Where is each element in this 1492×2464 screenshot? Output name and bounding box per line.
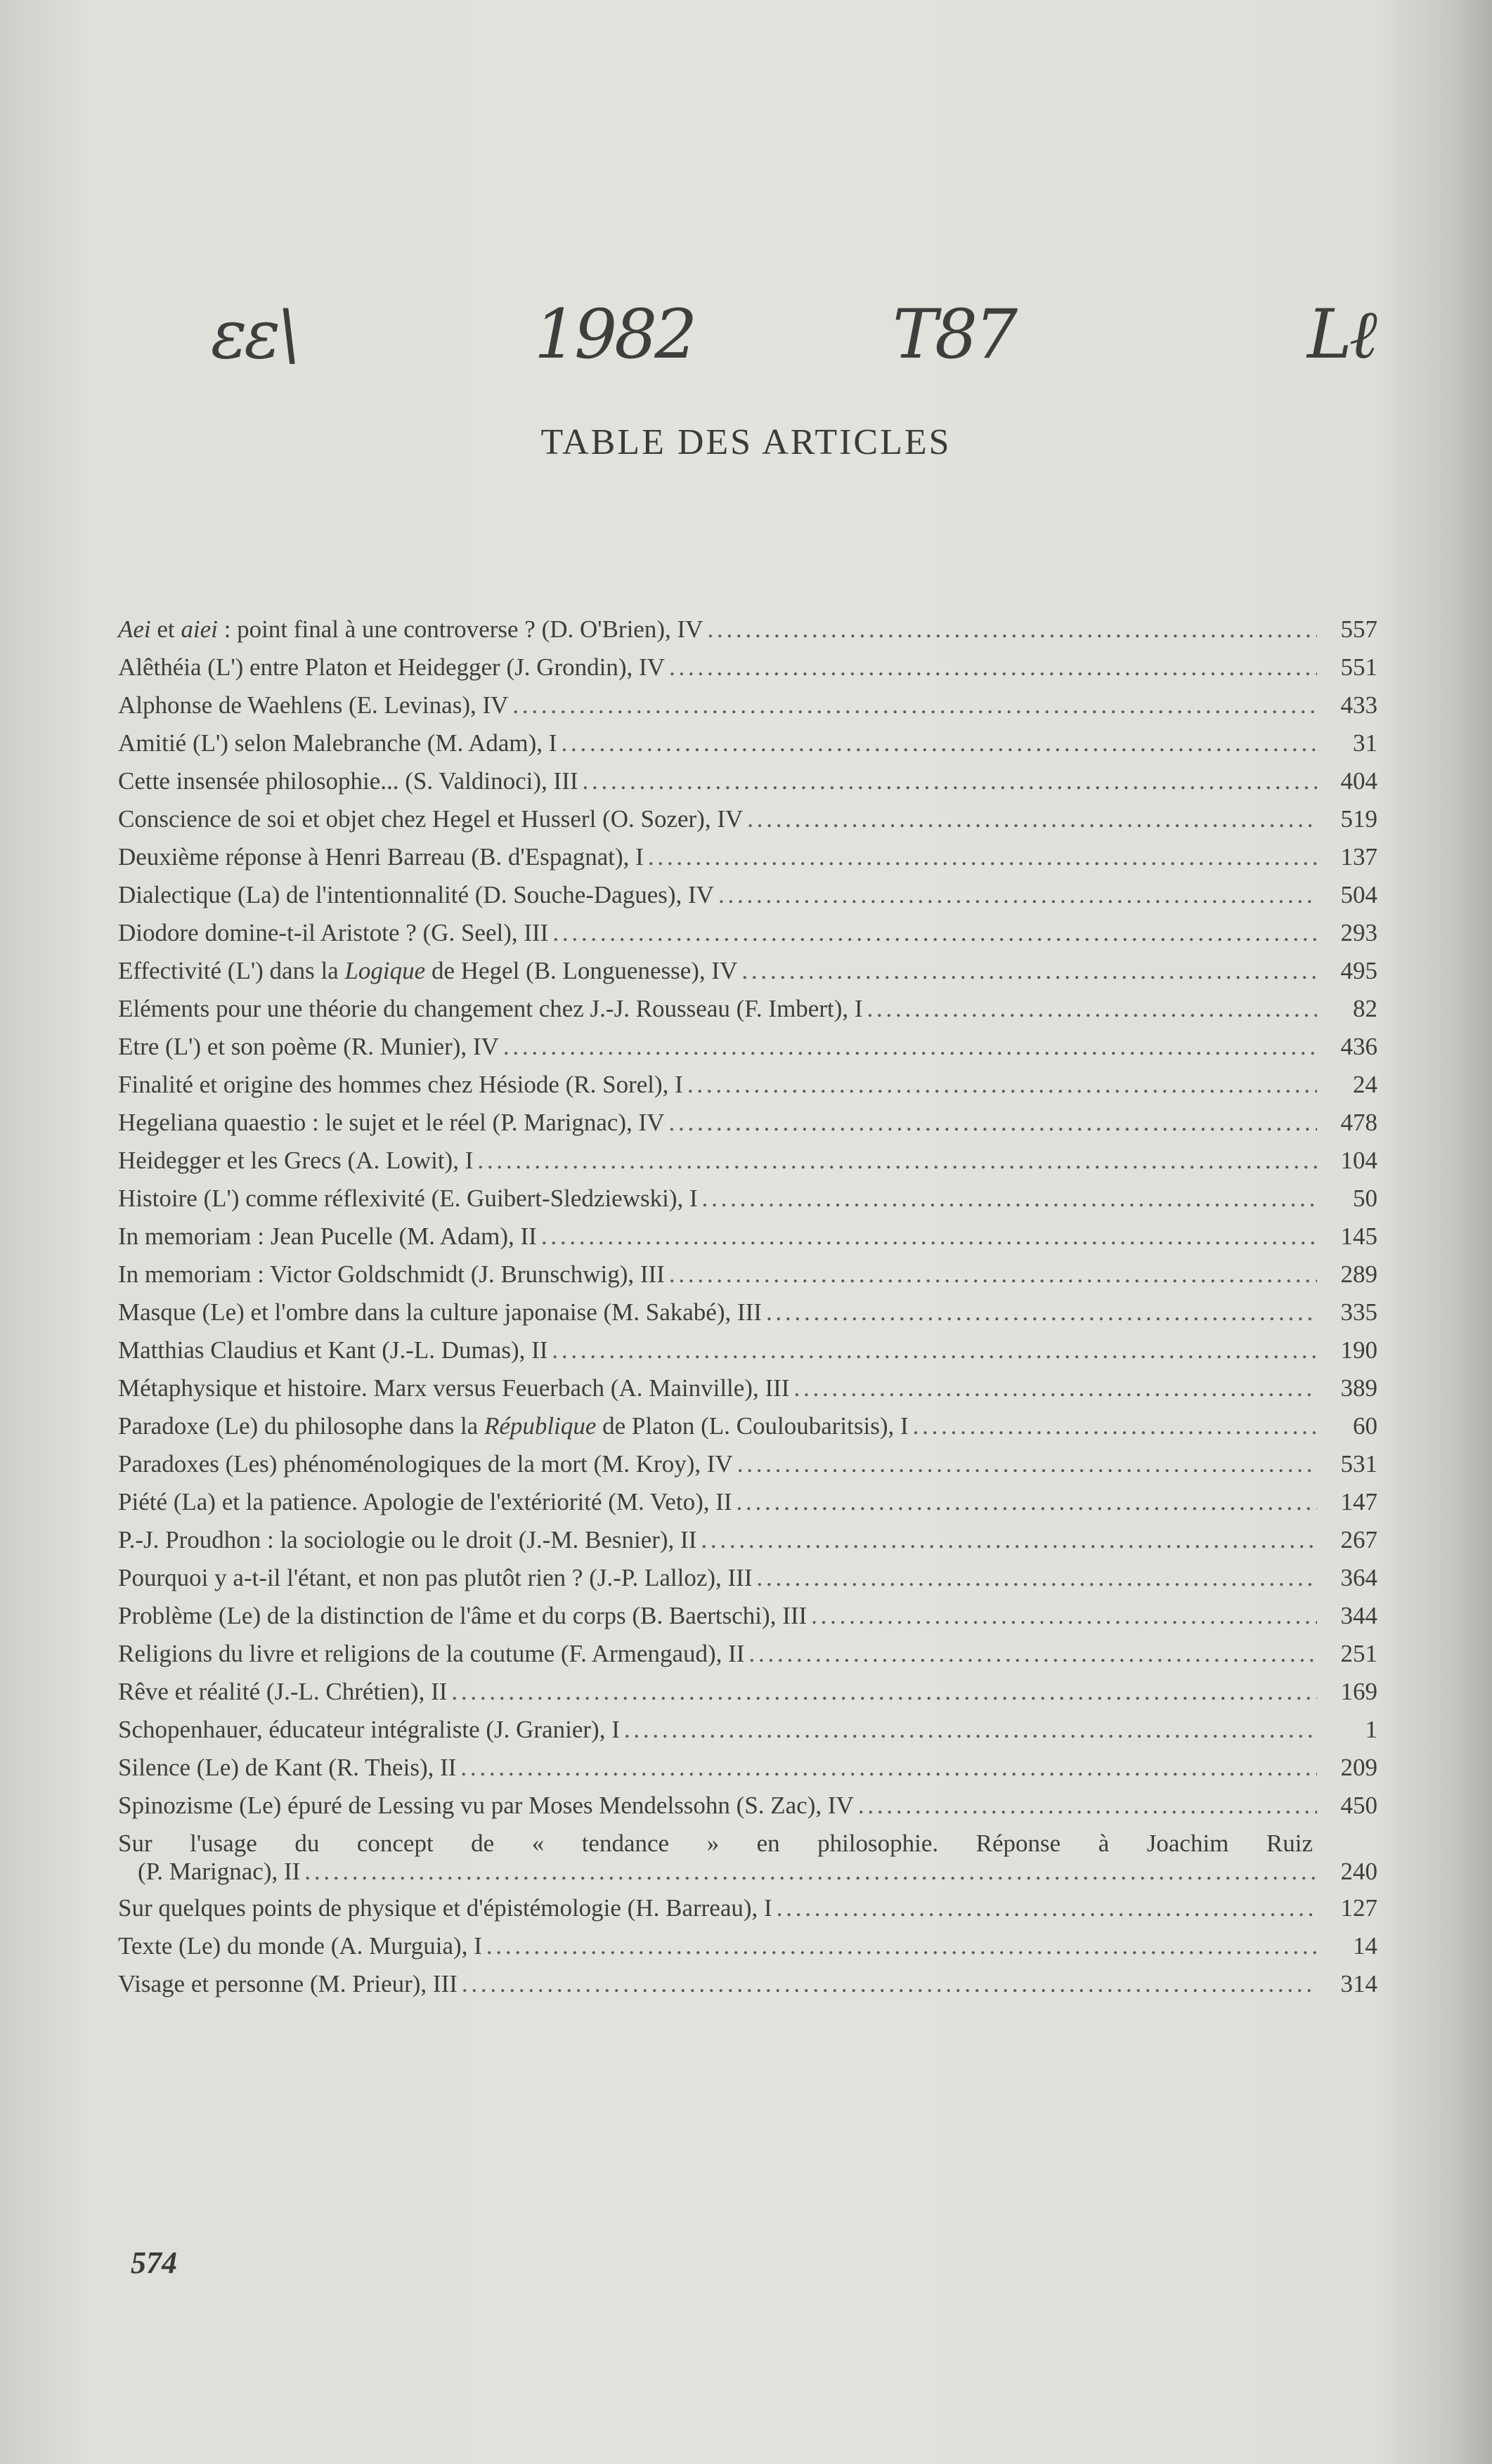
- toc-entry: [118, 1640, 1377, 1678]
- dot-leader: [552, 919, 1317, 947]
- dot-leader: [669, 1109, 1318, 1137]
- dot-leader: [737, 1450, 1317, 1478]
- toc-entry-page: 137: [1340, 843, 1377, 871]
- toc-entry-page: 267: [1340, 1526, 1377, 1553]
- toc-entry: [118, 1071, 1377, 1109]
- toc-entry-page: 82: [1353, 995, 1377, 1022]
- handwritten-notes: [0, 295, 1492, 400]
- toc-entry: [118, 1374, 1377, 1412]
- dot-leader: [561, 729, 1317, 757]
- toc-entry: [118, 1185, 1377, 1223]
- toc-entry: [118, 1526, 1377, 1564]
- handwritten-note-1: ɛɛ\: [211, 295, 298, 374]
- toc-entry-page: 31: [1353, 729, 1377, 757]
- toc-entry: [118, 1970, 1377, 2008]
- toc-entry: [118, 1716, 1377, 1754]
- toc-entry-title-part: Piété (La) et la patience. Apologie de l'extériorité (M. Veto), II: [118, 1488, 732, 1515]
- toc-entry-title-part: Paradoxes (Les) phénoménologiques de la mort (M. Kroy), IV: [118, 1450, 733, 1478]
- toc-entry: [118, 1830, 1377, 1894]
- toc-entry-page: 240: [1340, 1858, 1377, 1885]
- dot-leader: [777, 1894, 1317, 1922]
- dot-leader: [486, 1932, 1317, 1960]
- toc-entry-title: [118, 1147, 473, 1175]
- toc-entry-title-part: Schopenhauer, éducateur intégraliste (J. Granier), I: [118, 1716, 620, 1743]
- dot-leader: [583, 767, 1317, 795]
- page-number: 574: [131, 2245, 177, 2280]
- toc-entry-title: [118, 1564, 752, 1592]
- toc-entry-title-part: Etre (L') et son poème (R. Munier), IV: [118, 1033, 499, 1060]
- toc-entry-line2: [118, 1858, 1377, 1890]
- dot-leader: [811, 1602, 1317, 1630]
- dot-leader: [477, 1147, 1317, 1175]
- toc-entry-page: 147: [1340, 1488, 1377, 1515]
- toc-entry-title-part: de Platon (L. Couloubaritsis), I: [596, 1412, 909, 1440]
- toc-entry-title-part: Diodore domine-t-il Aristote ? (G. Seel), III: [118, 919, 549, 946]
- toc-entry-page: 495: [1340, 957, 1377, 984]
- toc-entry: [118, 881, 1377, 919]
- toc-entry-page: 60: [1353, 1412, 1377, 1440]
- toc-entry: [118, 919, 1377, 957]
- toc-entry-title: [118, 767, 578, 795]
- toc-entry: [118, 615, 1377, 653]
- toc-entry: [118, 1033, 1377, 1071]
- toc-entry: [118, 767, 1377, 805]
- dot-leader: [858, 1792, 1317, 1820]
- toc-entry-page: 404: [1340, 767, 1377, 795]
- toc-entry-title-part: Rêve et réalité (J.-L. Chrétien), II: [118, 1678, 448, 1705]
- toc-entry-title: [118, 1374, 789, 1402]
- toc-entry-title-part: Sur quelques points de physique et d'épistémologie (H. Barreau), I: [118, 1894, 772, 1922]
- toc-entry-page: 314: [1340, 1970, 1377, 1997]
- toc-entry-title: [118, 995, 863, 1023]
- toc-entry-page: 551: [1340, 653, 1377, 681]
- toc-entry-title: [118, 1260, 665, 1289]
- toc-entry: [118, 957, 1377, 995]
- toc-entry: [118, 1792, 1377, 1830]
- toc-entry-title-part: Hegeliana quaestio : le sujet et le réel (P. Marignac), IV: [118, 1109, 665, 1136]
- toc-entry: [118, 1260, 1377, 1298]
- toc-entry-page: 209: [1340, 1754, 1377, 1781]
- toc-entry-page: 519: [1340, 805, 1377, 833]
- toc-entry: [118, 1223, 1377, 1260]
- toc-entry: [118, 1336, 1377, 1374]
- dot-leader: [512, 691, 1317, 719]
- toc-entry-page: 1: [1365, 1716, 1377, 1743]
- toc-entry-title: [118, 1223, 537, 1251]
- toc-entry-title-part: Deuxième réponse à Henri Barreau (B. d'Espagnat), I: [118, 843, 644, 871]
- toc-entry-page: 433: [1340, 691, 1377, 719]
- toc-entry: [118, 805, 1377, 843]
- toc-entry-title: [118, 1602, 807, 1630]
- toc-entry-title-part: P.-J. Proudhon : la sociologie ou le droit (J.-M. Besnier), II: [118, 1526, 697, 1553]
- toc-entry-title: [118, 1298, 762, 1326]
- toc-entry-title-part: Conscience de soi et objet chez Hegel et Husserl (O. Sozer), IV: [118, 805, 744, 833]
- toc-entry-title-part: Heidegger et les Grecs (A. Lowit), I: [118, 1147, 474, 1174]
- dot-leader: [913, 1412, 1317, 1440]
- toc-entry-page: 50: [1353, 1185, 1377, 1212]
- toc-entry-title-continued: (P. Marignac), II: [138, 1858, 301, 1885]
- handwritten-note-2: 1982: [534, 295, 695, 374]
- dot-leader: [718, 881, 1317, 909]
- toc-entry-page: 251: [1340, 1640, 1377, 1667]
- toc-entry-title: [118, 653, 665, 682]
- toc-entry-title-part: Spinozisme (Le) épuré de Lessing vu par Moses Mendelssohn (S. Zac), IV: [118, 1792, 854, 1819]
- toc-entry: [118, 1602, 1377, 1640]
- toc-entry-title: [118, 1932, 482, 1960]
- toc-entry-title: [118, 615, 703, 644]
- toc-entry-title-part: Masque (Le) et l'ombre dans la culture japonaise (M. Sakabé), III: [118, 1298, 762, 1326]
- toc-entry-page: 293: [1340, 919, 1377, 946]
- toc-entry-title-part: Pourquoi y a-t-il l'étant, et non pas plutôt rien ? (J.-P. Lalloz), III: [118, 1564, 753, 1591]
- toc-entry-page: 344: [1340, 1602, 1377, 1629]
- toc-entry-title: [118, 1071, 683, 1099]
- toc-entry-page: 557: [1340, 615, 1377, 643]
- dot-leader: [741, 957, 1317, 985]
- handwritten-note-3: T87: [893, 295, 1016, 374]
- toc-entry-title-part: Finalité et origine des hommes chez Hésiode (R. Sorel), I: [118, 1071, 683, 1098]
- dot-leader: [793, 1374, 1317, 1402]
- toc-entry-title-part: In memoriam : Victor Goldschmidt (J. Brunschwig), III: [118, 1260, 665, 1288]
- dot-leader: [701, 1526, 1317, 1554]
- toc-entry-title: [118, 1970, 458, 1998]
- toc-entry-page: 364: [1340, 1564, 1377, 1591]
- toc-entry-title-part: et: [150, 615, 181, 643]
- toc-entry-title: [118, 691, 508, 719]
- dot-leader: [669, 1260, 1317, 1289]
- toc-entry: [118, 1298, 1377, 1336]
- table-of-contents: [118, 615, 1377, 2008]
- toc-entry-title-part: Matthias Claudius et Kant (J.-L. Dumas), II: [118, 1336, 548, 1364]
- dot-leader: [867, 995, 1317, 1023]
- toc-entry-title: [118, 1526, 696, 1554]
- toc-entry-title: [118, 1716, 620, 1744]
- toc-entry-title: [118, 1488, 732, 1516]
- toc-entry-title-part: Paradoxe (Le) du philosophe dans la: [118, 1412, 484, 1440]
- toc-entry: [118, 1412, 1377, 1450]
- dot-leader: [552, 1336, 1317, 1364]
- toc-entry-page: 190: [1340, 1336, 1377, 1364]
- toc-entry: [118, 653, 1377, 691]
- dot-leader: [503, 1033, 1317, 1061]
- toc-entry: [118, 691, 1377, 729]
- dot-leader: [648, 843, 1317, 871]
- toc-entry-title: [118, 1678, 447, 1706]
- toc-entry-title-part: Amitié (L') selon Malebranche (M. Adam), I: [118, 729, 557, 757]
- dot-leader: [747, 805, 1317, 833]
- toc-entry-page: 478: [1340, 1109, 1377, 1136]
- dot-leader: [766, 1298, 1317, 1326]
- toc-entry-title: [118, 1792, 854, 1820]
- toc-entry: [118, 1564, 1377, 1602]
- toc-entry-title-part: Effectivité (L') dans la: [118, 957, 345, 984]
- handwritten-note-4: Lℓ: [1307, 295, 1375, 374]
- dot-leader: [702, 1185, 1317, 1213]
- dot-leader: [756, 1564, 1317, 1592]
- dot-leader: [451, 1678, 1317, 1706]
- dot-leader: [541, 1223, 1317, 1251]
- toc-entry-page: 504: [1340, 881, 1377, 908]
- toc-entry-page: 169: [1340, 1678, 1377, 1705]
- toc-entry-title-part: Visage et personne (M. Prieur), III: [118, 1970, 458, 1997]
- toc-entry-page: 127: [1340, 1894, 1377, 1922]
- toc-entry: [118, 1450, 1377, 1488]
- toc-entry-page: 389: [1340, 1374, 1377, 1402]
- dot-leader: [624, 1716, 1317, 1744]
- toc-entry-title-italic: aiei: [181, 615, 218, 643]
- toc-entry: [118, 843, 1377, 881]
- toc-entry-title-italic: Logique: [344, 957, 426, 984]
- toc-entry-page: 14: [1353, 1932, 1377, 1960]
- toc-entry-title-part: Cette insensée philosophie... (S. Valdinoci), III: [118, 767, 578, 795]
- toc-entry-page: 450: [1340, 1792, 1377, 1819]
- toc-entry-title: [118, 1185, 698, 1213]
- dot-leader: [304, 1858, 1317, 1886]
- toc-entry: [118, 1754, 1377, 1792]
- toc-entry-page: 145: [1340, 1223, 1377, 1250]
- toc-entry-title: Sur l'usage du concept de « tendance » en philosophie. Réponse à Joachim Ruiz: [118, 1830, 1313, 1857]
- toc-entry-title: [118, 1033, 499, 1061]
- toc-entry-title-part: Histoire (L') comme réflexivité (E. Guibert-Sledziewski), I: [118, 1185, 698, 1212]
- toc-entry-title-part: Dialectique (La) de l'intentionnalité (D. Souche-Dagues), IV: [118, 881, 714, 908]
- toc-entry: [118, 1894, 1377, 1932]
- toc-entry-title-part: Problème (Le) de la distinction de l'âme et du corps (B. Baertschi), III: [118, 1602, 807, 1629]
- toc-entry-title-part: Religions du livre et religions de la coutume (F. Armengaud), II: [118, 1640, 745, 1667]
- toc-entry-page: 335: [1340, 1298, 1377, 1326]
- toc-entry-title-part: In memoriam : Jean Pucelle (M. Adam), II: [118, 1223, 537, 1250]
- dot-leader: [460, 1754, 1317, 1782]
- toc-entry-title: [118, 1894, 772, 1922]
- toc-entry: [118, 1488, 1377, 1526]
- toc-entry-title: [118, 729, 557, 757]
- toc-entry: [118, 1147, 1377, 1185]
- toc-entry-page: 104: [1340, 1147, 1377, 1174]
- toc-entry: [118, 1109, 1377, 1147]
- toc-entry-title-part: Eléments pour une théorie du changement chez J.-J. Rousseau (F. Imbert), I: [118, 995, 863, 1022]
- toc-entry-title: [118, 1640, 744, 1668]
- toc-entry-title-part: Texte (Le) du monde (A. Murguia), I: [118, 1932, 482, 1960]
- toc-entry-title: [118, 805, 743, 833]
- dot-leader: [687, 1071, 1317, 1099]
- toc-entry-page: 436: [1340, 1033, 1377, 1060]
- toc-entry-page: 531: [1340, 1450, 1377, 1478]
- toc-entry-title-italic: Aei: [118, 615, 151, 643]
- dot-leader: [462, 1970, 1317, 1998]
- toc-entry-title: [118, 957, 737, 985]
- toc-entry-title-part: Silence (Le) de Kant (R. Theis), II: [118, 1754, 457, 1781]
- dot-leader: [737, 1488, 1317, 1516]
- toc-entry: [118, 729, 1377, 767]
- toc-entry-title: [118, 881, 714, 909]
- toc-entry-title: [118, 1754, 456, 1782]
- toc-entry-title: [118, 1336, 547, 1364]
- toc-entry-page: 24: [1353, 1071, 1377, 1098]
- toc-entry-title: [118, 919, 548, 947]
- toc-entry-title: [118, 843, 644, 871]
- dot-leader: [669, 653, 1317, 682]
- page-title: TABLE DES ARTICLES: [540, 422, 952, 462]
- toc-entry: [118, 1678, 1377, 1716]
- toc-entry-title-part: de Hegel (B. Longuenesse), IV: [425, 957, 738, 984]
- dot-leader: [748, 1640, 1317, 1668]
- toc-entry-title: [118, 1412, 909, 1440]
- toc-entry-page: 289: [1340, 1260, 1377, 1288]
- toc-entry-title-part: Alêthéia (L') entre Platon et Heidegger (J. Grondin), IV: [118, 653, 665, 681]
- toc-entry: [118, 995, 1377, 1033]
- toc-entry-title: [118, 1450, 733, 1478]
- toc-entry: [118, 1932, 1377, 1970]
- toc-entry-title-part: Alphonse de Waehlens (E. Levinas), IV: [118, 691, 509, 719]
- dot-leader: [707, 615, 1317, 644]
- toc-entry-title: [118, 1109, 665, 1137]
- toc-entry-title-italic: République: [484, 1412, 597, 1440]
- toc-entry-title-part: : point final à une controverse ? (D. O'Brien), IV: [217, 615, 703, 643]
- toc-entry-title-part: Métaphysique et histoire. Marx versus Feuerbach (A. Mainville), III: [118, 1374, 790, 1402]
